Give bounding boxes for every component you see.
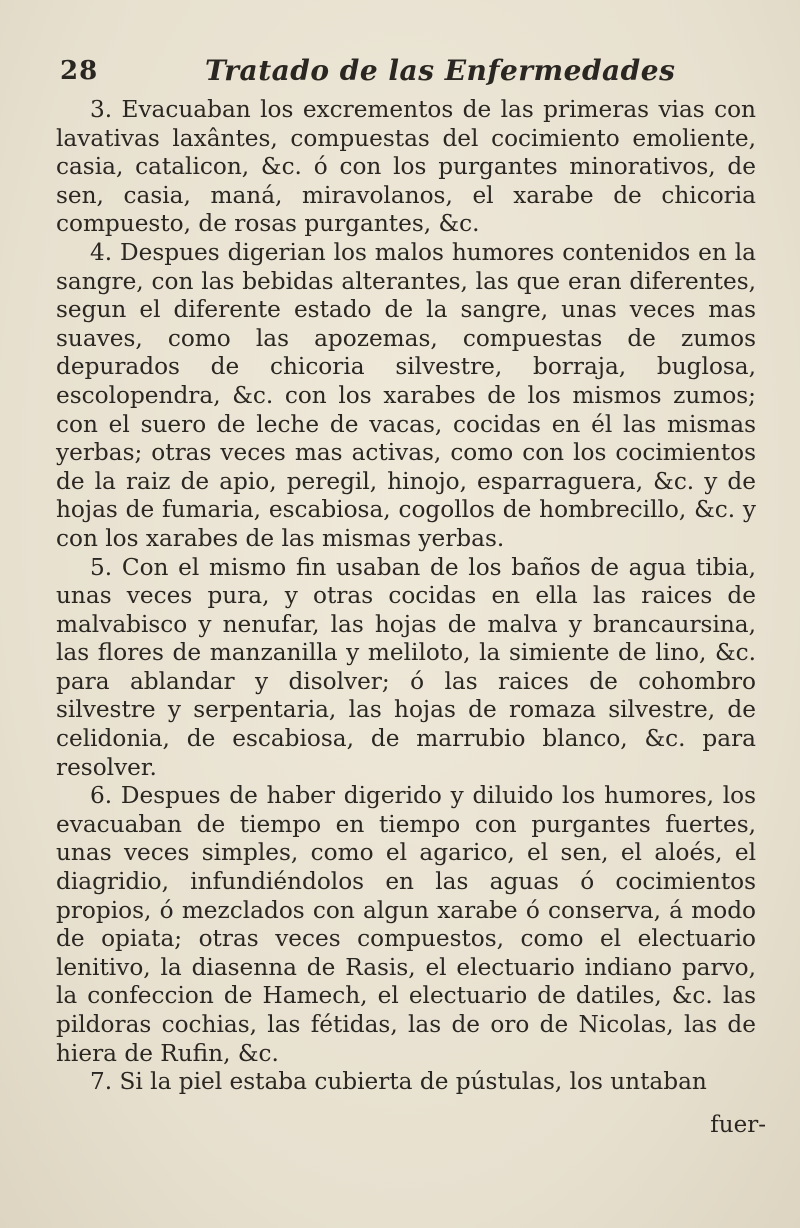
body-text [56, 96, 756, 1097]
paragraph: 7. Si la piel estaba cubierta de pústulas, los untaban [90, 1068, 707, 1096]
page-number: 28 [60, 56, 99, 86]
catchword: fuer- [710, 1112, 766, 1138]
paragraph: 6. Despues de haber digerido y diluido los humores, los evacuaban de tiempo en tiempo con purgantes fuertes, unas veces simples, como el agarico, el sen, el aloés, el diagridio, infundiéndolos en las aguas ó cocimientos propios, ó mezclados con algun xarabe ó conserva, á modo de opiata; otras veces compuestos, como el electuario lenitivo, la diasenna de Rasis, el electuario indiano parvo, la confeccion de Hamech, el electuario de datiles, &c. las pildoras cochias, las fétidas, las de oro de Nicolas, las de hiera de Rufin, &c. [56, 782, 756, 1067]
paragraph: 4. Despues digerian los malos humores contenidos en la sangre, con las bebidas alterantes, las que eran diferentes, segun el diferente estado de la sangre, unas veces mas suaves, como las apozemas, compuestas de zumos depurados de chicoria silvestre, borraja, buglosa, escolopendra, &c. con los xarabes de los mismos zumos; con el suero de leche de vacas, cocidas en él las mismas yerbas; otras veces mas activas, como con los cocimientos de la raiz de apio, peregil, hinojo, esparraguera, &c. y de hojas de fumaria, escabiosa, cogollos de hombrecillo, &c. y con los xarabes de las mismas yerbas. [56, 238, 756, 552]
page-header [60, 50, 760, 90]
running-title: Tratado de las Enfermedades [205, 54, 676, 87]
paragraph: 3. Evacuaban los excrementos de las primeras vias con lavativas laxântes, compuestas del cocimiento emoliente, casia, catalicon, &c. ó con los purgantes minorativos, de sen, casia, maná, miravolanos, el xarabe de chicoria compuesto, de rosas purgantes, &c. [56, 96, 756, 238]
paragraph: 5. Con el mismo fin usaban de los baños de agua tibia, unas veces pura, y otras cocidas en ella las raices de malvabisco y nenufar, las hojas de malva y brancaursina, las flores de manzanilla y meliloto, la simiente de lino, &c. para ablandar y disolver; ó las raices de cohombro silvestre y serpentaria, las hojas de romaza silvestre, de celidonia, de escabiosa, de marrubio blanco, &c. para resolver. [56, 553, 756, 781]
